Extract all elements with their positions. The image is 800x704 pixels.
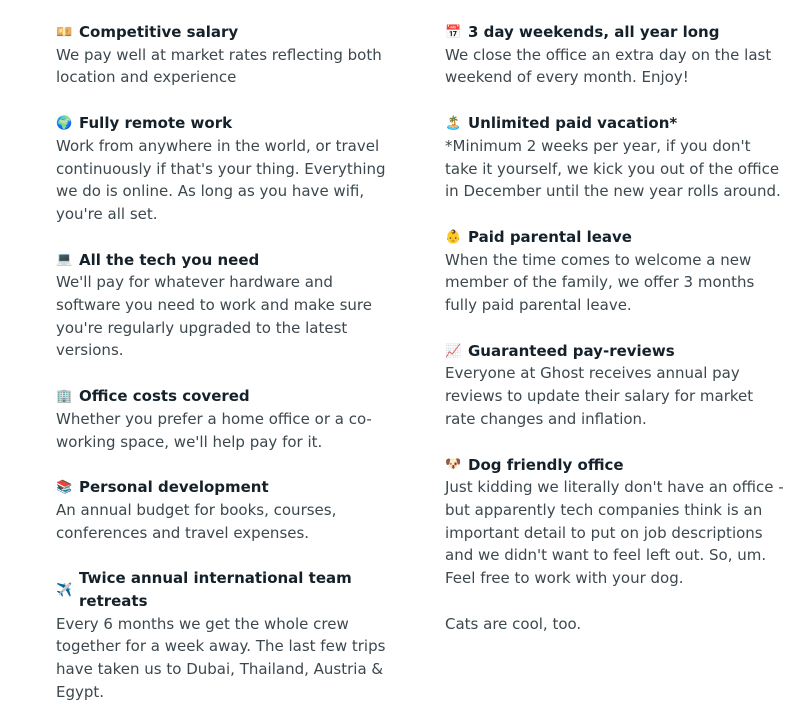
benefit-title-text: Unlimited paid vacation* — [468, 114, 678, 133]
benefit-title-text: Competitive salary — [79, 23, 239, 41]
benefit-dog-friendly-office — [445, 454, 785, 636]
benefit-description: We'll pay for whatever hardware and software you need to work and make sure you're regularly upgraded to the latest versions. — [56, 273, 372, 360]
benefit-title — [445, 112, 785, 135]
benefit-description: Every 6 months we get the whole crew together for a week away. The last few trips have taken us to Dubai, Thailand, Austria & Egypt. — [56, 614, 386, 701]
baby-icon: 👶 — [445, 229, 462, 245]
benefit-title-text: Dog friendly office — [468, 455, 624, 474]
benefit-3-day-weekends — [445, 21, 785, 89]
benefit-title — [56, 112, 396, 135]
benefit-title — [56, 249, 396, 272]
benefit-title-text: Personal development — [79, 478, 269, 497]
money-icon: 💴 — [56, 24, 73, 40]
dog-icon: 🐶 — [445, 457, 462, 473]
benefit-description: We pay well at market rates reflecting both location and experience — [56, 45, 382, 87]
benefit-title-text: Office costs covered — [79, 387, 250, 406]
calendar-icon: 📅 — [445, 24, 462, 40]
chart-increasing-icon: 📈 — [445, 343, 462, 359]
benefit-description: Everyone at Ghost receives annual pay reviews to update their salary for market rate changes and inflation. — [445, 364, 754, 428]
office-building-icon: 🏢 — [56, 388, 73, 404]
benefit-unlimited-vacation — [445, 112, 785, 203]
benefit-title — [56, 21, 396, 44]
benefit-description: When the time comes to welcome a new member of the family, we offer 3 months fully paid parental leave. — [445, 250, 755, 315]
benefit-title-text: Twice annual international team retreats — [79, 569, 352, 611]
benefits-right-column — [445, 21, 785, 635]
benefit-all-the-tech — [56, 249, 396, 363]
benefit-title-text: Guaranteed pay-reviews — [468, 341, 675, 360]
benefit-personal-development — [56, 476, 396, 544]
benefit-team-retreats — [56, 567, 396, 703]
benefit-title — [445, 340, 785, 363]
benefit-competitive-salary — [56, 21, 396, 89]
globe-icon: 🌍 — [56, 115, 73, 131]
benefit-description: Whether you prefer a home office or a co-working space, we'll help pay for it. — [56, 409, 372, 451]
benefit-description: *Minimum 2 weeks per year, if you don't take it yourself, we kick you out of the office in December until the new year rolls around. — [445, 136, 781, 201]
laptop-icon: 💻 — [56, 252, 73, 268]
benefit-title-text: Paid parental leave — [468, 227, 632, 246]
benefit-title — [56, 567, 396, 612]
benefit-description: An annual budget for books, courses, conferences and travel expenses. — [56, 500, 337, 542]
benefit-title — [56, 476, 396, 499]
island-icon: 🏝️ — [445, 115, 462, 131]
benefit-description: Work from anywhere in the world, or travel continuously if that's your thing. Everything we do is online. As long as you have wifi, you're all set. — [56, 136, 386, 223]
benefit-description: We close the office an extra day on the last weekend of every month. Enjoy! — [445, 45, 772, 87]
benefit-pay-reviews — [445, 340, 785, 431]
benefit-title — [445, 21, 785, 44]
benefits-left-column — [56, 21, 396, 704]
cats-note: Cats are cool, too. — [445, 614, 582, 633]
benefit-description: Just kidding we literally don't have an office - but apparently tech companies think is an important detail to put on job descriptions and we didn't want to feel left out. So, um. Feel free to work with your dog. — [445, 478, 784, 588]
benefit-parental-leave — [445, 226, 785, 317]
books-icon: 📚 — [56, 480, 73, 496]
benefit-title — [445, 226, 785, 249]
benefit-title-text: 3 day weekends, all year long — [468, 23, 720, 41]
benefit-title-text: Fully remote work — [79, 114, 233, 133]
benefit-title — [56, 385, 396, 408]
benefit-office-costs — [56, 385, 396, 453]
benefit-title — [445, 454, 785, 477]
airplane-icon: ✈️ — [56, 582, 73, 598]
benefit-fully-remote-work — [56, 112, 396, 226]
benefit-title-text: All the tech you need — [79, 250, 260, 269]
